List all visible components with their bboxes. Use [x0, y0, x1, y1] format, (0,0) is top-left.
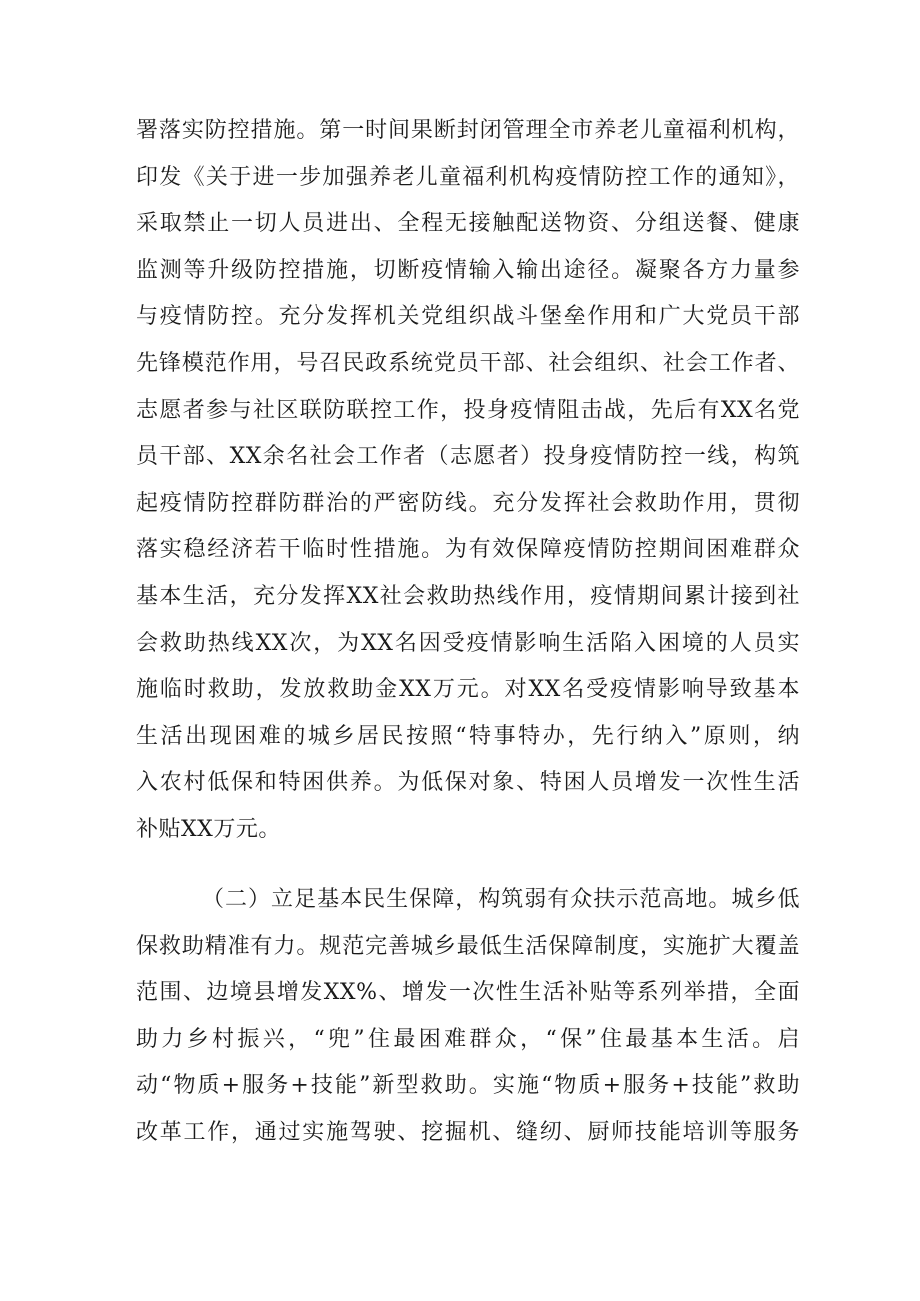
- paragraph-2-line: 助力乡村振兴，“兜”住最困难群众，“保”住最基本生活。启: [136, 1026, 800, 1052]
- paragraph-1-line: 采取禁止一切人员进出、全程无接触配送物资、分组送餐、健康: [136, 211, 800, 237]
- paragraph-1-line: 署落实防控措施。第一时间果断封闭管理全市养老儿童福利机构，: [136, 118, 800, 143]
- paragraph-1-line: 落实稳经济若干临时性措施。为有效保障疫情防控期间困难群众: [136, 537, 800, 563]
- paragraph-1-line: 施临时救助，发放救助金XX万元。对XX名受疫情影响导致基本: [136, 677, 800, 703]
- paragraph-2-line: 范围、边境县增发XX%、增发一次性生活补贴等系列举措，全面: [136, 980, 800, 1006]
- paragraph-1: [136, 108, 800, 854]
- paragraph-1-line: 起疫情防控群防群治的严密防线。充分发挥社会救助作用，贯彻: [136, 490, 800, 516]
- paragraph-2-line: 保救助精准有力。规范完善城乡最低生活保障制度，实施扩大覆盖: [136, 933, 800, 959]
- paragraph-2-line: 改革工作，通过实施驾驶、挖掘机、缝纫、厨师技能培训等服务: [136, 1119, 800, 1145]
- paragraph-1-line: 印发《关于进一步加强养老儿童福利机构疫情防控工作的通知》，: [136, 164, 800, 190]
- paragraph-1-line: 志愿者参与社区联防联控工作，投身疫情阻击战，先后有XX名党: [136, 397, 800, 423]
- paragraph-1-line: 会救助热线XX次，为XX名因受疫情影响生活陷入困境的人员实: [136, 630, 800, 656]
- paragraph-2: [136, 877, 800, 1157]
- paragraph-1-line: 员干部、XX余名社会工作者（志愿者）投身疫情防控一线，构筑: [136, 444, 800, 470]
- paragraph-2-line: （二）立足基本民生保障，构筑弱有众扶示范高地。城乡低: [202, 887, 800, 912]
- paragraph-1-line: 与疫情防控。充分发挥机关党组织战斗堡垒作用和广大党员干部: [136, 304, 800, 330]
- paragraph-2-line: 动“物质+服务+技能”新型救助。实施“物质+服务+技能”救助: [136, 1073, 800, 1099]
- paragraph-1-line: 监测等升级防控措施，切断疫情输入输出途径。凝聚各方力量参: [136, 257, 800, 283]
- paragraph-1-line: 补贴XX万元。: [136, 816, 281, 842]
- paragraph-1-line: 先锋模范作用，号召民政系统党员干部、社会组织、社会工作者、: [136, 350, 800, 376]
- paragraph-1-line: 生活出现困难的城乡居民按照“特事特办，先行纳入”原则，纳: [136, 723, 800, 749]
- paragraph-1-line: 入农村低保和特困供养。为低保对象、特困人员增发一次性生活: [136, 770, 800, 796]
- paragraph-1-line: 基本生活，充分发挥XX社会救助热线作用，疫情期间累计接到社: [136, 583, 800, 609]
